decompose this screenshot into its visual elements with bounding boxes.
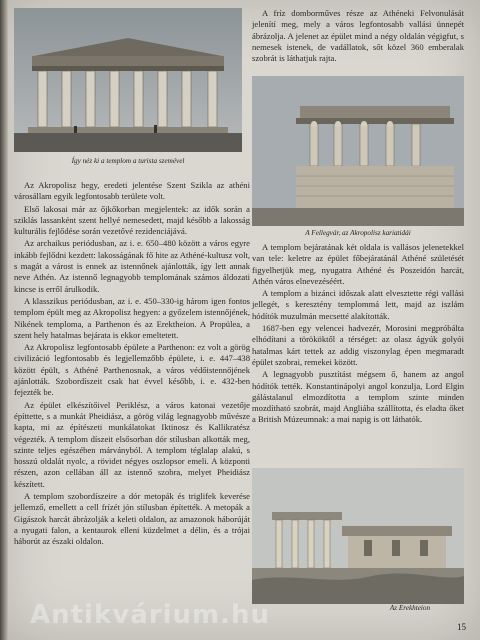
erechtheion-caption: Az Erekhteion bbox=[389, 604, 431, 612]
paragraph: A templom a bizánci időszak alatt elvesztette régi vallási jellegét, s keresztény templommá lett, majd az iszlám hódítók muzulmán mecsetté alakították. bbox=[252, 288, 464, 321]
paragraph: A templom szobordíszeire a dór metopák és triglifek keverése jellemző, emellett a cell frízét jón stílusban építették. A metopák a Gigászok harcát ábrázolják a keleti oldalon, az amazonok háborúját a nyugati falon, a kentaurok elleni küzdelmet a délin, és a trójai háborút az északi oldalon. bbox=[14, 491, 250, 547]
book-binding-shadow bbox=[0, 0, 8, 640]
paragraph: A fríz domborműves része az Athéneki Felvonulását jelenítí meg, mely a város legfontosabb vallási ünnepét ábrázolja. A jelenet az épület mind a négy oldalán végigfut, s nemesek istenek, de vadállatok, sőt közel 360 emberalak szobrát is láthatjuk rajta. bbox=[252, 8, 464, 64]
left-text-column bbox=[14, 180, 250, 549]
erechtheion-illustration bbox=[252, 468, 464, 604]
parthenon-caption: Így néz ki a templom a turista szemével bbox=[71, 157, 185, 165]
paragraph: Az Akropolisz hegy, eredeti jelentése Szent Szikla az athéni városállam egyik legfontosabb területe volt. bbox=[14, 180, 250, 202]
parthenon-photo bbox=[14, 8, 242, 152]
paragraph: Első lakosai már az őjkőkorban megjelentek: az idők során a sziklás lassanként szent hellyé nemesedett, majd később a lakosság kulturális fejlődése során vezetővé rezidenciájává. bbox=[14, 203, 250, 237]
right-text-column-top bbox=[252, 8, 464, 65]
erechtheion-photo bbox=[252, 468, 464, 604]
watermark: Antikvárium.hu bbox=[30, 600, 270, 630]
paragraph: 1687-ben egy velencei hadvezér, Morosini megpróbálta elhódítani a törököktől a térséget: az olasz ágyúk golyói hatalmas kárt tettek az addig viszonylag épen megmaradt épület szobrai, remekei között. bbox=[252, 323, 464, 367]
paragraph: Az Akropolisz legfontosabb épülete a Parthenon: ez volt a görög civilizáció legfontosabb és legjellemzőbb épülete, i. e. 447–438 között épült, s Athéné Parthenosnak, a város védőistennőjének ajánlották. Szobordíszeit csak hat évvel később, i. e. 432-ben fejezték be. bbox=[14, 342, 250, 398]
paragraph: A templom bejáratának két oldala is vallásos jelenetekkel van tele: keletre az épület főbejáratánál Athéné születését figyelhetjük meg, nyugatra Athéné és Poszeidón harcát, Athén város elnevezéséért. bbox=[252, 242, 464, 286]
right-text-column-bottom bbox=[252, 242, 464, 427]
paragraph: Az archaikus periódusban, az i. e. 650–480 között a város egyre inkább fejlődni kezdett: lakosságának fő hite az Athéné-kultusz volt, s magát a várost is ennek az istennőnek ajánlották, így lett annak neve Athén. Az istennő legnagyobb templomának számos áldozati kincse is erről árulkodik. bbox=[14, 238, 250, 294]
paragraph: A legnagyobb pusztítást mégsem ő, hanem az angol hódítók tették. Konstantinápolyi angol konzulja, Lord Elgin gálástalanul elmozdította a templom szinte minden mozdítható szobrát, majd Angliába szállította, és eladta őket a British Múzeumnak: a mai napig is ott láthatók. bbox=[252, 369, 464, 425]
paragraph: Az épület elkészítőivel Periklész, a város katonai vezetője építtette, s a munkát Pheidiász, a görög világ legnagyobb művésze kapta, mi az építészeti munkálatokat Iktinosz és Kallikratész végezték. A templom díszeit elsősorban dór stílusban alkották meg, szinte teljes egészében márványból. A templom téglalap alakú, s hosszú oldalát nyolc, a rövidet négyes oszlopsor emeli. A központi részen, azon cellában áll az istennő szobra, melyet Pheidiász készített. bbox=[14, 399, 250, 489]
paragraph: A klasszikus periódusban, az i. e. 450–330-ig három igen fontos templom épült meg az Akropolisz hegyen: a győzelem istennőjének, Nikének temploma, a Parthenon és az Erektheion. A Propülea, a szent hely hatalmas bejárata is ekkor emeltetett. bbox=[14, 295, 250, 340]
caryatids-photo bbox=[252, 76, 464, 226]
caryatids-caption: A Fellegvár, az Akropolisz kariatidái bbox=[305, 229, 411, 237]
page-number: 15 bbox=[457, 622, 466, 632]
caryatids-illustration bbox=[252, 76, 464, 226]
parthenon-illustration bbox=[14, 8, 242, 152]
